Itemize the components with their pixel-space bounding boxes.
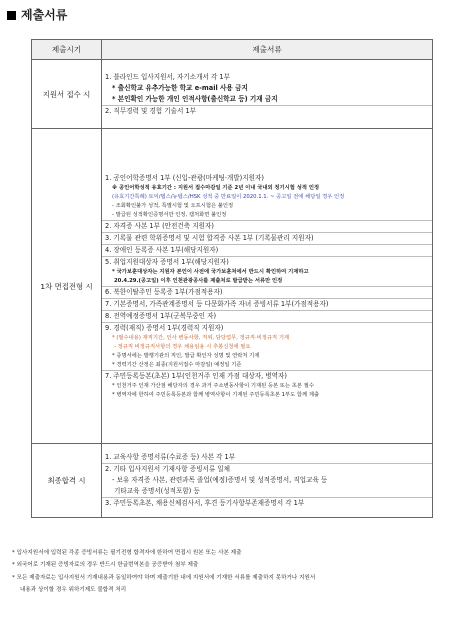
document-line: 9. 경력(재직) 증명서 1부(경력직 지원자): [102, 322, 432, 334]
document-line: 5. 취업지원대상자 증명서 1부(해당지원자): [102, 256, 432, 268]
documents-first-interview: [102, 129, 433, 444]
documents-final-pass: [102, 444, 433, 518]
document-line: - 조회확인불가 성적, 특별시험 및 오프시험은 불인정: [112, 202, 234, 209]
table-row: [32, 60, 433, 129]
document-line: 2. 기타 입사지원서 기재사항 증빙서류 일체: [102, 463, 432, 475]
document-line: 20.4.29.(공고일) 이후 인천관광공사를 제출처로 발급받는 서류만 인정: [114, 277, 283, 284]
document-line: * 증명서에는 발행기관의 직인, 발급 확인자 성명 및 연락처 기재: [112, 352, 260, 359]
header-stage: 제출시기: [32, 40, 102, 60]
document-line: * 출신학교 유추가능한 학교 e-mail 사용 금지: [112, 83, 248, 92]
document-line: * 병역자에 한하여 주민등록등본과 함께 병역사항이 기재된 주민등록초본 1부도 함께 제출: [112, 391, 320, 398]
document-line: 3. 기록물 관련 학위증명서 및 시험 합격증 사본 1부 (기록물관리 지원자): [102, 232, 432, 244]
document-line: 2. 자격증 사본 1부 (안전건축 지원자): [102, 220, 432, 232]
document-line: * 인천거주 인재 가산점 해당자의 경우 과거 주소변동사항이 기재된 등본 또는 초본 필수: [112, 382, 314, 389]
document-line: 3. 주민등록초본, 채용신체검사서, 후견 등기사항부존재증명서 각 1부: [102, 497, 432, 509]
section-title: 제출서류: [7, 6, 67, 23]
document-line: 7. 주민등록등본(초본) 1부(인천거주 인재 가점 대상자, 병역자): [102, 370, 432, 382]
footnote: 내용과 상이할 경우 위하기제도 불합격 처리: [20, 587, 127, 594]
document-line: 6. 북한이탈주민 등록증 1부(가점적용자): [102, 286, 432, 298]
table-header-row: [32, 40, 433, 60]
document-line: 4. 장애인 등록증 사본 1부(해당지원자): [102, 244, 432, 256]
document-line: * 본인확인 가능한 개인 인적사항(출신학교 등) 기재 금지: [112, 94, 278, 103]
document-line: - 발급된 성적확인증명서만 인정, 캡처화면 불인정: [112, 211, 227, 218]
footnote: * 입사지원서에 입력된 각종 증빙서류는 필기전형 합격자에 한하여 면접시 원본 또는 사본 제출: [12, 550, 242, 556]
header-documents: 제출서류: [102, 40, 433, 60]
documents-application: [102, 60, 433, 129]
stage-application: 지원서 접수 시: [32, 60, 102, 129]
table-row: [32, 129, 433, 444]
document-line: 2. 직무경력 및 경험 기술서 1부: [102, 105, 432, 117]
footnotes: [12, 547, 448, 597]
document-line: * 경력기간 산정은 최종(지원서접수 마감일) 예정일 기준: [112, 361, 242, 368]
document-line: 1. 교육사항 증명서류(수료증 등) 사본 각 1부: [105, 453, 236, 461]
document-line: ※ 공인어학성적 유효기간 : 지원서 접수마감일 기준 2년 이내 국내외 정기시험 성적 인정: [112, 184, 320, 191]
document-line: 1. 공인어학증명서 1부 (신입-관광(마케팅·개발)지원자): [105, 173, 264, 182]
table-row: [32, 444, 433, 518]
document-line: 7. 기본증명서, 가족관계증명서 등 다문화가족 자녀 증빙서류 1부(가점적용자): [102, 298, 432, 310]
stage-final-pass: 최종합격 시: [32, 444, 102, 518]
document-line: - 보유 자격증 사본, 관련과목 졸업(예정)증명서 및 성적증명서, 직업교육 등: [112, 476, 328, 484]
document-line: (유효기간특례) 토익/텝스/뉴텝스/HSK 성적 중 만료일이 2020.1.1. ~ 공고일 전에 해당일 경우 인정: [112, 193, 345, 200]
document-line: * 국가보훈대상자는 지원자 본인이 사전에 국가보훈처에서 반드시 확인하여 기재하고: [112, 268, 309, 275]
document-line: - 정규직 비정규직사항의 경우 채용임용 시 추봉신청에 필요: [114, 343, 251, 350]
document-line: 기타교육 증명서(성적포함) 등: [114, 487, 200, 495]
document-line: 1. 블라인드 입사지원서, 자기소개서 각 1부: [105, 72, 230, 81]
document-table: [31, 39, 433, 518]
square-bullet-icon: [7, 11, 16, 20]
stage-first-interview: 1차 면접전형 시: [32, 129, 102, 444]
footnote: * 모든 제출자료는 입사지원서 기재내용과 동일하여야 하며 제출기한 내에 지원서에 기재한 서류를 제출하지 못하거나 지원서: [12, 574, 316, 581]
document-line: 8. 전역예정증명서 1부(군복무중인 자): [102, 310, 432, 322]
document-line: * (필수내용) 재직기간, 인사 변동사항, 직위, 담당업무, 정규직·비정규직 기재: [112, 334, 290, 341]
footnote: * 외국어로 기재된 증빙자료의 경우 반드시 한글번역본을 공증받아 첨부 제출: [12, 562, 199, 569]
